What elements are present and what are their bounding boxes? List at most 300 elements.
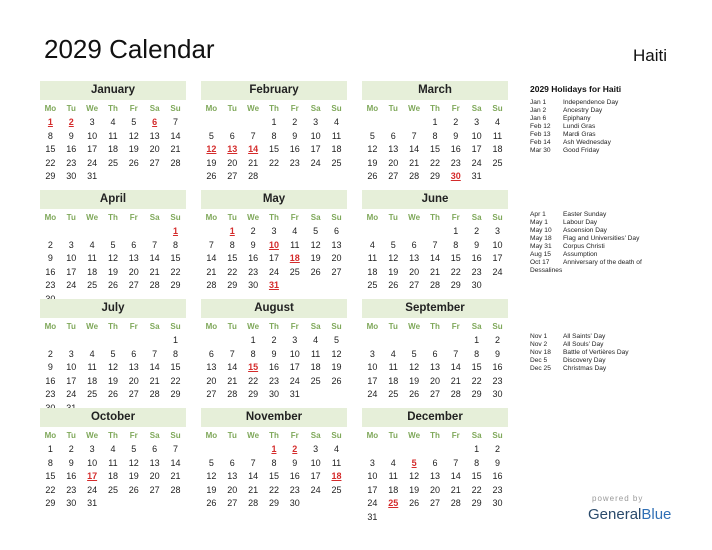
- weekday-label: Sa: [149, 104, 160, 113]
- month-august: [201, 299, 347, 402]
- week-row: [201, 116, 347, 130]
- day-cell: 6: [390, 130, 396, 141]
- weekday-label: Su: [170, 213, 181, 222]
- day-cell: 6: [152, 444, 158, 454]
- day-cell: 12: [388, 253, 399, 264]
- day-cell: [264, 170, 285, 184]
- week-row: [201, 361, 347, 375]
- day-cell: 26: [206, 498, 217, 509]
- day-cell: 17: [268, 253, 279, 264]
- day-cell: 11: [388, 471, 398, 482]
- day-cell: 11: [367, 253, 378, 264]
- day-cell: 8: [271, 457, 277, 468]
- weekday-header-row: [362, 210, 508, 225]
- weekday-label: Sa: [149, 213, 160, 222]
- day-cell: 10: [66, 253, 77, 264]
- week-row: [40, 252, 186, 266]
- day-cell: 3: [313, 444, 319, 454]
- day-cell: 14: [149, 362, 160, 373]
- day-cell: 5: [208, 457, 214, 468]
- day-cell: 19: [310, 253, 321, 264]
- day-cell: 26: [367, 171, 378, 182]
- day-cell: 3: [292, 335, 298, 345]
- day-cell: 3: [271, 226, 277, 236]
- day-cell: 5: [110, 348, 116, 359]
- weekday-label: Sa: [471, 104, 482, 113]
- weekday-label: Tu: [227, 322, 237, 331]
- day-cell: 20: [429, 484, 440, 495]
- day-cell: 25: [310, 375, 321, 386]
- week-row: [201, 470, 347, 484]
- weekday-label: Fr: [290, 104, 299, 113]
- month-header: November: [201, 408, 347, 427]
- day-cell: [144, 170, 165, 184]
- day-cell: [61, 334, 82, 348]
- weekday-label: We: [247, 213, 260, 222]
- day-cell: [201, 443, 222, 457]
- weekday-label: Mo: [205, 322, 218, 331]
- day-cell: [61, 225, 82, 239]
- weekday-label: Su: [331, 322, 342, 331]
- day-cell: 20: [227, 484, 238, 495]
- day-cell: 5: [110, 239, 116, 250]
- day-cell: [284, 279, 305, 293]
- day-cell: 23: [66, 484, 77, 495]
- day-cell: 1: [474, 444, 480, 454]
- week-row: [40, 388, 186, 402]
- day-cell: [40, 334, 61, 348]
- day-cell: 11: [87, 362, 97, 373]
- weekday-header-row: [362, 101, 508, 116]
- day-cell: 23: [45, 389, 56, 400]
- day-cell: 20: [149, 144, 160, 155]
- day-cell: 7: [152, 348, 158, 359]
- day-cell: 13: [409, 253, 420, 264]
- day-cell: 12: [107, 362, 118, 373]
- day-cell: [404, 511, 425, 525]
- holiday-name: Lundi Gras: [563, 123, 596, 130]
- day-cell: 28: [248, 171, 259, 182]
- day-cell: [445, 334, 466, 348]
- day-cell: 24: [289, 375, 300, 386]
- weekday-label: Su: [331, 104, 342, 113]
- month-header: December: [362, 408, 508, 427]
- day-cell: 14: [149, 253, 160, 264]
- day-cell: 7: [152, 239, 158, 250]
- day-cell: 21: [409, 157, 420, 168]
- day-cell: 24: [87, 484, 98, 495]
- day-cell: 15: [45, 144, 56, 155]
- weekday-label: Mo: [205, 431, 218, 440]
- weekday-label: Sa: [149, 431, 160, 440]
- day-cell: 7: [411, 130, 417, 141]
- day-cell: 24: [367, 498, 378, 509]
- day-cell: 14: [450, 362, 461, 373]
- day-cell: 14: [429, 253, 440, 264]
- weekday-label: Sa: [310, 431, 321, 440]
- holiday-entry: [530, 211, 680, 219]
- weekday-label: We: [86, 213, 99, 222]
- day-cell: [144, 225, 165, 239]
- holiday-date: Feb 12: [530, 123, 551, 130]
- day-cell: [222, 116, 243, 130]
- day-cell: 30: [268, 389, 279, 400]
- weekday-label: Fr: [451, 104, 460, 113]
- day-cell: [305, 497, 326, 511]
- month-header: March: [362, 81, 508, 100]
- day-cell: 7: [229, 348, 235, 359]
- day-cell: 19: [388, 266, 399, 277]
- day-cell: 28: [248, 498, 259, 509]
- day-cell: 17: [367, 484, 378, 495]
- holiday-day-cell: 25: [388, 498, 399, 509]
- holiday-date: Jan 2: [530, 107, 547, 114]
- day-cell: 11: [388, 362, 398, 373]
- weekday-label: We: [408, 213, 421, 222]
- day-cell: [103, 497, 124, 511]
- week-row: [201, 143, 347, 157]
- powered-by-text: powered by: [592, 494, 644, 503]
- weekday-label: Th: [269, 322, 279, 331]
- weekday-label: Sa: [471, 322, 482, 331]
- day-cell: 8: [229, 239, 235, 250]
- day-cell: 2: [494, 335, 500, 345]
- day-cell: 28: [170, 484, 181, 495]
- day-cell: 30: [66, 498, 77, 509]
- month-header: June: [362, 190, 508, 209]
- day-cell: [425, 225, 446, 239]
- weekday-label: Mo: [44, 431, 57, 440]
- holiday-name-continuation: Dessalines: [530, 267, 563, 274]
- week-row: [40, 457, 186, 471]
- day-cell: 3: [89, 117, 95, 127]
- week-row: [362, 457, 508, 471]
- holiday-date: May 18: [530, 235, 552, 242]
- day-cell: 14: [170, 130, 181, 141]
- weekday-label: Fr: [451, 322, 460, 331]
- week-row: [40, 225, 186, 239]
- weekday-label: Fr: [451, 213, 460, 222]
- weekday-label: We: [408, 104, 421, 113]
- day-cell: 22: [248, 375, 259, 386]
- day-cell: [123, 225, 144, 239]
- day-cell: 16: [268, 362, 279, 373]
- day-cell: 6: [432, 348, 438, 359]
- day-cell: 1: [47, 444, 53, 454]
- day-cell: 13: [429, 362, 440, 373]
- day-cell: 28: [149, 280, 160, 291]
- month-header: April: [40, 190, 186, 209]
- holiday-date: Feb 14: [530, 139, 551, 146]
- holiday-name: Easter Sunday: [563, 211, 607, 218]
- day-cell: 27: [429, 498, 440, 509]
- holiday-day-cell: 31: [268, 280, 279, 291]
- day-cell: 3: [89, 444, 95, 454]
- day-cell: 7: [172, 117, 178, 127]
- week-row: [362, 497, 508, 511]
- day-cell: 22: [268, 484, 279, 495]
- day-cell: 22: [450, 266, 461, 277]
- day-cell: 26: [128, 484, 139, 495]
- holidays-title: 2029 Holidays for Haiti: [530, 84, 622, 94]
- day-cell: 25: [492, 157, 503, 168]
- day-cell: 10: [492, 239, 503, 250]
- day-cell: 2: [453, 117, 459, 127]
- week-row: [40, 484, 186, 498]
- day-cell: [123, 497, 144, 511]
- day-cell: 1: [172, 335, 178, 345]
- weekday-label: Tu: [388, 431, 398, 440]
- weekday-label: Fr: [290, 322, 299, 331]
- day-cell: 3: [494, 226, 500, 236]
- day-cell: [201, 116, 222, 130]
- day-cell: 4: [390, 348, 396, 359]
- holiday-name: Ash Wednesday: [563, 139, 611, 146]
- month-header: May: [201, 190, 347, 209]
- day-cell: [165, 170, 186, 184]
- day-cell: [326, 170, 347, 184]
- day-cell: 14: [409, 144, 420, 155]
- day-cell: 22: [268, 157, 279, 168]
- day-cell: 5: [131, 444, 137, 454]
- day-cell: 28: [149, 389, 160, 400]
- day-cell: 1: [453, 226, 459, 236]
- holiday-day-cell: 17: [87, 471, 98, 482]
- holiday-date: Dec 25: [530, 365, 551, 372]
- holiday-entry: [530, 251, 680, 259]
- day-cell: 23: [248, 266, 259, 277]
- day-cell: 20: [429, 375, 440, 386]
- weekday-label: Mo: [44, 213, 57, 222]
- week-row: [362, 348, 508, 362]
- day-cell: 24: [87, 157, 98, 168]
- weekday-label: Th: [108, 213, 118, 222]
- holiday-entry: [530, 147, 680, 155]
- weekday-label: Th: [269, 213, 279, 222]
- weekday-label: Tu: [66, 213, 76, 222]
- day-cell: 19: [206, 157, 217, 168]
- holiday-name: Assumption: [563, 251, 598, 258]
- holiday-date: Jan 6: [530, 115, 547, 122]
- week-row: [201, 225, 347, 239]
- month-september: [362, 299, 508, 402]
- day-cell: 26: [409, 389, 420, 400]
- day-cell: 9: [292, 130, 298, 141]
- day-cell: 17: [66, 266, 77, 277]
- day-cell: 15: [170, 362, 181, 373]
- day-cell: 18: [331, 144, 342, 155]
- holiday-name: Mardi Gras: [563, 131, 596, 138]
- day-cell: 25: [107, 157, 118, 168]
- day-cell: 24: [66, 280, 77, 291]
- month-july: [40, 299, 186, 416]
- weekday-header-row: [40, 210, 186, 225]
- day-cell: 20: [227, 157, 238, 168]
- day-cell: 5: [208, 130, 214, 141]
- day-cell: 29: [170, 280, 181, 291]
- day-cell: 27: [331, 266, 342, 277]
- brand-logo[interactable]: [588, 506, 671, 523]
- holiday-name: Epiphany: [563, 115, 591, 122]
- day-cell: 1: [250, 335, 256, 345]
- holiday-entry: [530, 131, 680, 139]
- holiday-entry: [530, 115, 680, 123]
- holiday-date: Jan 1: [530, 99, 547, 106]
- month-header: September: [362, 299, 508, 318]
- day-cell: [103, 225, 124, 239]
- weekday-label: Tu: [66, 322, 76, 331]
- day-cell: [425, 511, 446, 525]
- weekday-label: Th: [430, 213, 440, 222]
- day-cell: 9: [47, 362, 53, 373]
- day-cell: 26: [331, 375, 342, 386]
- day-cell: [383, 511, 404, 525]
- week-row: [201, 443, 347, 457]
- weekday-label: Th: [430, 322, 440, 331]
- day-cell: 21: [227, 375, 238, 386]
- weekday-label: Su: [492, 104, 503, 113]
- day-cell: 29: [227, 280, 238, 291]
- day-cell: 11: [108, 457, 118, 468]
- weekday-label: Mo: [366, 213, 379, 222]
- day-cell: 9: [474, 239, 480, 250]
- day-cell: [326, 279, 347, 293]
- day-cell: 21: [429, 266, 440, 277]
- day-cell: 23: [45, 280, 56, 291]
- day-cell: [404, 334, 425, 348]
- week-row: [201, 130, 347, 144]
- holiday-group: [530, 333, 680, 373]
- month-header: January: [40, 81, 186, 100]
- week-row: [362, 239, 508, 253]
- holiday-entry: [530, 259, 680, 267]
- day-cell: [404, 225, 425, 239]
- day-cell: 16: [289, 471, 300, 482]
- holiday-date: Aug 15: [530, 251, 551, 258]
- day-cell: 16: [471, 253, 482, 264]
- day-cell: [487, 279, 508, 293]
- day-cell: 29: [471, 389, 482, 400]
- week-row: [362, 334, 508, 348]
- holiday-day-cell: 2: [292, 444, 298, 454]
- week-row: [40, 443, 186, 457]
- holiday-day-cell: 13: [227, 144, 238, 155]
- holiday-name: Independence Day: [563, 99, 619, 106]
- day-cell: 8: [172, 348, 178, 359]
- day-cell: [201, 334, 222, 348]
- weekday-label: Sa: [471, 213, 482, 222]
- day-cell: 28: [227, 389, 238, 400]
- day-cell: 21: [149, 375, 160, 386]
- week-row: [362, 388, 508, 402]
- weekday-label: Tu: [388, 322, 398, 331]
- day-cell: 16: [450, 144, 461, 155]
- day-cell: 9: [494, 348, 500, 359]
- day-cell: 11: [331, 130, 342, 141]
- weekday-label: We: [408, 322, 421, 331]
- day-cell: 2: [47, 239, 53, 250]
- day-cell: [383, 116, 404, 130]
- weekday-label: Mo: [44, 104, 57, 113]
- holiday-day-cell: 18: [331, 471, 342, 482]
- weekday-header-row: [201, 428, 347, 443]
- month-january: [40, 81, 186, 184]
- day-cell: [362, 334, 383, 348]
- day-cell: 18: [87, 375, 98, 386]
- weekday-label: Fr: [129, 431, 138, 440]
- week-row: [362, 443, 508, 457]
- weekday-label: Th: [108, 104, 118, 113]
- week-row: [362, 225, 508, 239]
- day-cell: 12: [310, 239, 321, 250]
- day-cell: 17: [492, 253, 503, 264]
- day-cell: 8: [47, 457, 53, 468]
- day-cell: 5: [411, 348, 417, 359]
- week-row: [201, 388, 347, 402]
- day-cell: 4: [292, 226, 298, 236]
- day-cell: 15: [45, 471, 56, 482]
- week-row: [201, 252, 347, 266]
- week-row: [362, 470, 508, 484]
- week-row: [201, 375, 347, 389]
- week-row: [201, 484, 347, 498]
- day-cell: 24: [367, 389, 378, 400]
- day-cell: 16: [66, 144, 77, 155]
- day-cell: 23: [492, 375, 503, 386]
- day-cell: 10: [310, 457, 321, 468]
- day-cell: 6: [208, 348, 214, 359]
- day-cell: 2: [250, 226, 256, 236]
- holiday-day-cell: 1: [47, 117, 53, 127]
- day-cell: 4: [110, 444, 116, 454]
- day-cell: 29: [429, 171, 440, 182]
- holiday-day-cell: 30: [450, 171, 461, 182]
- holiday-day-cell: 5: [411, 457, 417, 468]
- day-cell: 29: [268, 498, 279, 509]
- day-cell: 5: [369, 130, 375, 141]
- holiday-entry: [530, 123, 680, 131]
- day-cell: [103, 170, 124, 184]
- day-cell: 27: [149, 484, 160, 495]
- month-may: [201, 190, 347, 293]
- day-cell: 11: [492, 130, 503, 141]
- week-row: [362, 116, 508, 130]
- day-cell: 2: [271, 335, 277, 345]
- week-row: [40, 266, 186, 280]
- week-row: [201, 157, 347, 171]
- day-cell: 3: [313, 117, 319, 127]
- day-cell: 10: [87, 130, 98, 141]
- day-cell: 18: [388, 375, 399, 386]
- week-row: [362, 157, 508, 171]
- day-cell: 31: [87, 498, 98, 509]
- day-cell: 20: [128, 266, 139, 277]
- day-cell: 27: [206, 389, 217, 400]
- day-cell: 12: [409, 471, 420, 482]
- day-cell: 4: [333, 117, 339, 127]
- weekday-label: Th: [108, 431, 118, 440]
- day-cell: 13: [206, 362, 217, 373]
- weekday-label: Mo: [205, 104, 218, 113]
- day-cell: 16: [45, 375, 56, 386]
- day-cell: 21: [248, 484, 259, 495]
- weekday-header-row: [40, 101, 186, 116]
- day-cell: 9: [68, 130, 74, 141]
- weekday-label: Su: [331, 431, 342, 440]
- day-cell: 13: [149, 130, 160, 141]
- holiday-entry: [530, 243, 680, 251]
- day-cell: 8: [474, 457, 480, 468]
